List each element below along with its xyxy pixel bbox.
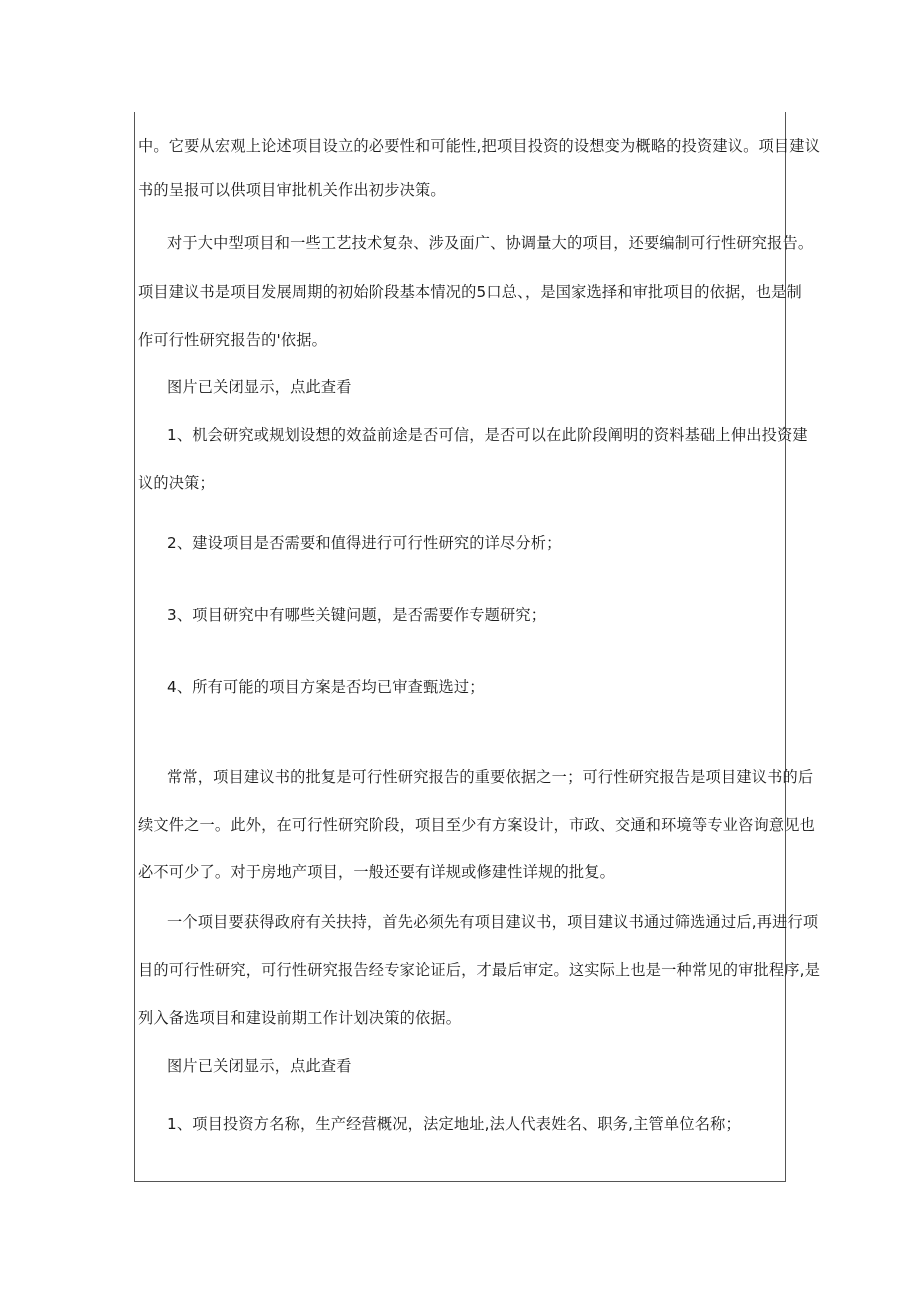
paragraph-line: 项目建议书是项目发展周期的初始阶段基本情况的5口总、，是国家选择和审批项目的依据，也是制	[138, 283, 802, 301]
image-placeholder-link[interactable]: 图片已关闭显示，点此查看	[167, 378, 352, 396]
paragraph-line: 作可行性研究报告的'依据。	[138, 331, 328, 349]
list-item: 1、项目投资方名称，生产经营概况，法定地址,法人代表姓名、职务,主管单位名称；	[167, 1115, 741, 1133]
paragraph-line: 对于大中型项目和一些工艺技术复杂、涉及面广、协调量大的项目，还要编制可行性研究报告。	[167, 234, 814, 252]
image-placeholder-link[interactable]: 图片已关闭显示，点此查看	[167, 1057, 352, 1075]
list-item: 3、项目研究中有哪些关键问题，是否需要作专题研究；	[167, 606, 547, 624]
paragraph-line: 议的决策；	[138, 474, 215, 492]
paragraph-line: 书的呈报可以供项目审批机关作出初步决策。	[138, 181, 446, 199]
list-item: 2、建设项目是否需要和值得进行可行性研究的详尽分析；	[167, 534, 562, 552]
list-item: 4、所有可能的项目方案是否均已审查甄选过；	[167, 678, 485, 696]
list-item: 1、机会研究或规划设想的效益前途是否可信，是否可以在此阶段阐明的资料基础上伸出投资建	[167, 426, 808, 444]
paragraph-line: 续文件之一。此外，在可行性研究阶段，项目至少有方案设计，市政、交通和环境等专业咨询意见也	[138, 816, 816, 834]
paragraph-line: 目的可行性研究，可行性研究报告经专家论证后，才最后审定。这实际上也是一种常见的审批程序,是	[138, 961, 821, 979]
paragraph-line: 必不可少了。对于房地产项目，一般还要有详规或修建性详规的批复。	[138, 863, 616, 881]
paragraph-line: 中。它要从宏观上论述项目设立的必要性和可能性,把项目投资的设想变为概略的投资建议。项目建议	[138, 137, 821, 155]
paragraph-line: 列入备选项目和建设前期工作计划决策的依据。	[138, 1009, 462, 1027]
paragraph-line: 一个项目要获得政府有关扶持，首先必须先有项目建议书，项目建议书通过筛选通过后,再进行项	[167, 913, 819, 931]
paragraph-line: 常常，项目建议书的批复是可行性研究报告的重要依据之一；可行性研究报告是项目建议书的后	[167, 768, 814, 786]
